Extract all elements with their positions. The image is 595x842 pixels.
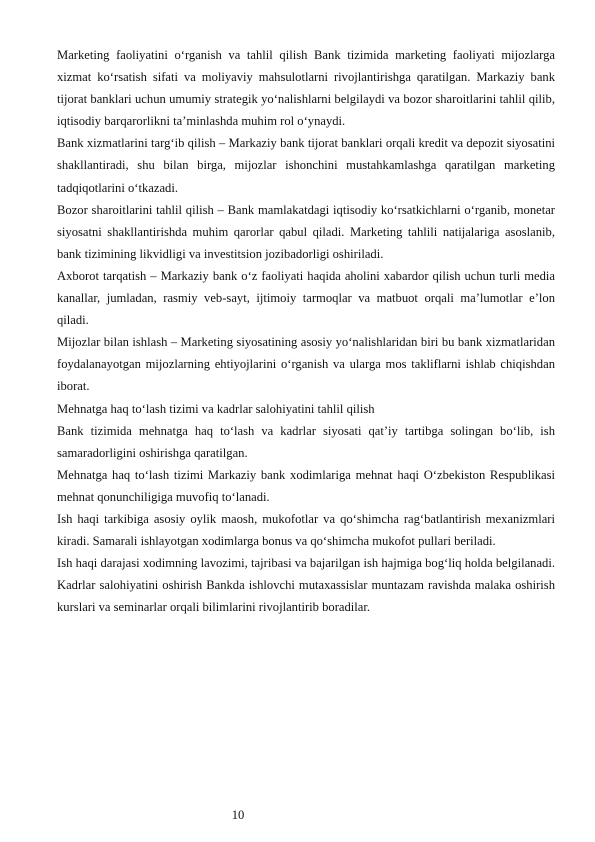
paragraph-salary-level: Ish haqi darajasi xodimning lavozimi, tajribasi va bajarilgan ish hajmiga bog‘liq holda belgilanadi. Kadrlar salohiyatini oshirish Bankda ishlovchi mutaxassislar muntazam ravishda malaka oshirish kurslari va seminarlar orqali bilimlarini rivojlantirib boradilar. (57, 556, 555, 615)
paragraph-salary-structure: Ish haqi tarkibiga asosiy oylik maosh, mukofotlar va qo‘shimcha rag‘batlantirish mexanizmlari kiradi. Samarali ishlayotgan xodimlarga bonus va qo‘shimcha mukofot pullari beriladi. (57, 511, 555, 549)
section-heading-labor-payment: Mehnatga haq to‘lash tizimi va kadrlar salohiyatini tahlil qilish (57, 401, 375, 416)
paragraph-information-dissemination: Axborot tarqatish – Markaziy bank o‘z faoliyati haqida aholini xabardor qilish uchun turli media kanallar, jumladan, rasmiy veb-sayt, ijtimoiy tarmoqlar va matbuot orqali ma’lumotlar e’lon qiladi. (57, 268, 555, 328)
paragraph-market-conditions: Bozor sharoitlarini tahlil qilish – Bank mamlakatdagi iqtisodiy ko‘rsatkichlarni o‘rganib, monetar siyosatni shakllantirishda muhim qarorlar qabul qiladi. Marketing tahlili natijalariga asoslanib, bank tizimining likvidligi va investitsion jozibadorligi oshiriladi. (57, 202, 555, 261)
paragraph-payment-system: Mehnatga haq to‘lash tizimi Markaziy bank xodimlariga mehnat haqi O‘zbekiston Respublikasi mehnat qonunchiligiga muvofiq to‘lanadi. (57, 467, 555, 504)
paragraph-client-relations: Mijozlar bilan ishlash – Marketing siyosatining asosiy yo‘nalishlaridan biri bu bank xizmatlaridan foydalanayotgan mijozlarning ehtiyojlarini o‘rganish va ularga mos takliflarni ishlab chiqishdan iborat. (57, 335, 555, 394)
page-number: 10 (231, 808, 245, 822)
paragraph-marketing-analysis: Marketing faoliyatini o‘rganish va tahlil qilish Bank tizimida marketing faoliyati mijozlarga xizmat ko‘rsatish sifati va moliyaviy mahsulotlarni rivojlantirishga qaratilgan. Markaziy bank tijorat banklari uchun umumiy strategik yo‘nalishlarni belgilaydi va bozor sharoitlarini tahlil qilib, iqtisodiy barqarorlikni ta’minlashda muhim rol o‘ynaydi. (57, 48, 555, 129)
paragraph-bank-services-promotion: Bank xizmatlarini targ‘ib qilish – Markaziy bank tijorat banklari orqali kredit va depozit siyosatini shakllantiradi, shu bilan birga, mijozlar ishonchini mustahkamlashga qaratilgan marketing tadqiqotlarini o‘tkazadi. (57, 136, 555, 195)
paragraph-labor-policy: Bank tizimida mehnatga haq to‘lash va kadrlar siyosati qat’iy tartibga solingan bo‘lib, ish samaradorligini oshirishga qaratilgan. (57, 423, 555, 460)
document-body (57, 44, 555, 618)
